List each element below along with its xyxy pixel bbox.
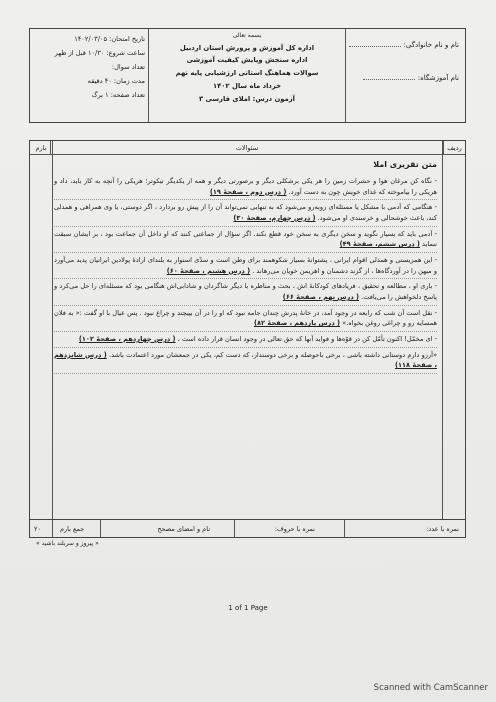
page-number: 1 of 1 Page [228, 604, 268, 612]
exam-header [29, 28, 466, 123]
paragraph: «آرزو دارم دوستانی داشته باشی ، برخی باحوصله و برخی دوستدار، که دست کم، یکی در جمعشان مورد اعتمادت باشد. ( درس شانزدهم ، صفحهٔ ۱۱۸) [54, 350, 437, 374]
dictation-title: متن تقریری املا [373, 160, 437, 169]
paragraph-ref: ( درس ششم، صفحهٔ ۴۹) [339, 240, 420, 249]
paragraph-ref: ( درس هشتم ، صفحهٔ ۶۰) [166, 266, 251, 275]
col-row-header: ردیف [443, 141, 465, 155]
question-count: تعداد سوال: [111, 63, 145, 71]
col-score-header: بارم [30, 141, 52, 155]
paragraph-ref: ( درس شانزدهم ، صفحهٔ ۱۱۸) [54, 350, 437, 370]
student-name-field: نام و نام خانوادگی: [349, 41, 460, 49]
total-score: ۲۰ [34, 525, 41, 533]
paragraph-ref: ( درس دوم ، صفحهٔ ۱۹) [209, 187, 287, 196]
org-line-1: اداره کل آموزش و پرورش استان اردبیل [179, 44, 315, 52]
org-line-5: آزمون درس: املای فارسی ۳ [198, 95, 296, 103]
exam-details-column [30, 29, 150, 122]
org-line-3: سوالات هماهنگ استانی ارزشیابی پایه نهم [175, 69, 319, 77]
closing-note: « پیروز و سربلند باشید » [36, 540, 99, 547]
questions-table [29, 140, 466, 520]
bismillah: بسمه تعالی [232, 32, 262, 39]
org-line-4: خرداد ماه سال ۱۴۰۲ [212, 82, 282, 90]
score-footer-row [29, 520, 466, 538]
score-in-numbers: نمره با عدد: [426, 525, 459, 533]
score-sum-label: جمع بارم [60, 525, 85, 533]
paragraph: - آدمی باید که بسیار نگوید و سخن دیگری به سخن خود قطع نکند. اگر سؤال از جماعتی کنند که او داخل آن جماعت بود ، بر ایشان سبقت ننماید ( درس ششم، صفحهٔ ۴۹) [54, 229, 437, 253]
dictation-text [54, 157, 437, 376]
col-divider [442, 141, 443, 519]
paragraph: - هنگامی که آدمی با مشکل یا مسئله‌ای روبه‌رو می‌شود که به تنهایی نمی‌تواند آن را از پیش رو بردارد ، اگر دوستی، یا وی همراهی و همدلی کند، باعث خوشحالی و خرسندی او می‌شود. ( درس چهارم، صفحهٔ ۳۰) [54, 202, 437, 226]
col-questions-header: سئوالات [50, 141, 443, 155]
paragraph: - ای مخمّل! اکنون تأمّل کن در قوّه‌ها و فواید آنها که حق تعالی در وجود انسان قرار داده است ، ( درس چهاردهم ، صفحهٔ ۱۰۲) [54, 334, 437, 348]
paragraph-ref: ( درس یازدهم ، صفحهٔ ۸۲) [253, 319, 341, 328]
paragraph: - نگاه کن مرغان هوا و حشرات زمین را هر یکی برشکلی دیگر و برصورتی دیگر و همه از یکدیگر نیکوتر؛ هریکی را آنچه به کار باید، داد و هریکی را بیاموخته که غذای خویش چون به دست آورد. ( درس دوم ، صفحهٔ ۱۹) [54, 176, 437, 200]
corrector-signature: نام و امضای مصحح [157, 525, 210, 533]
footer-divider [100, 520, 101, 537]
student-info-column [345, 29, 465, 122]
paragraph: - این همزیستی و همدلی اقوام ایرانی ، پشتوانهٔ بسیار شکوهمند برای وطن است و سدّی استوار به بلندای ارادهٔ پولادین ایرانیان پدید می‌آورد و میهن را در آوردگاه‌ها ، از گزند دشمنان و اهریمن خویان می‌رهاند . ( درس هشتم ، صفحهٔ ۶۰) [54, 255, 437, 279]
paragraph-ref: ( درس چهارم، صفحهٔ ۳۰) [233, 213, 316, 222]
col-divider [52, 141, 53, 519]
footer-divider [234, 520, 235, 537]
footer-divider [344, 520, 345, 537]
paragraph: - نقل است آن شب که رابعه در وجود آمد، در خانهٔ پدرش چندان جامه نبود که او را در آن بپیچند و چراغ نبود . پس عیال با او گفت :« به فلان همسایه رو و چراغی روغن بخواه.» ( درس یازدهم ، صفحهٔ ۸۲) [54, 308, 437, 332]
page-count: تعداد صفحه: ۱ برگ [91, 91, 145, 99]
org-line-2: اداره سنجش وپایش کیفیت آموزشی [186, 56, 308, 64]
footer-divider [52, 520, 53, 537]
exam-date: تاریخ امتحان: ۱۴۰۲/۰۳/۰۵ [74, 35, 145, 43]
duration: مدت زمان: ۴۰ دقیقه [87, 77, 145, 85]
paragraph: - باری او ، مطالعه و تحقیق ، فریادهای کودکانهٔ اش ، بحث و مناظره با دیگر شاگردان و شادابی‌اش هنگامی بود که مسئله‌ای را حل می‌کرد و پاسخ دلخواهش را می‌یافت. ( درس نهم ، صفحهٔ ۶۶) [54, 281, 437, 305]
school-name-field: نام آموزشگاه: [363, 74, 459, 82]
scanner-watermark: Scanned with CamScanner [373, 683, 488, 693]
score-in-letters: نمره با حروف: [274, 525, 315, 533]
paragraph-ref: ( درس چهاردهم ، صفحهٔ ۱۰۲) [78, 335, 176, 344]
exam-org-column [148, 29, 345, 122]
start-time: ساعت شروع: ۱۰/۳۰ قبل از ظهر [54, 49, 145, 57]
paragraph-ref: ( درس نهم ، صفحهٔ ۶۶) [282, 293, 360, 301]
